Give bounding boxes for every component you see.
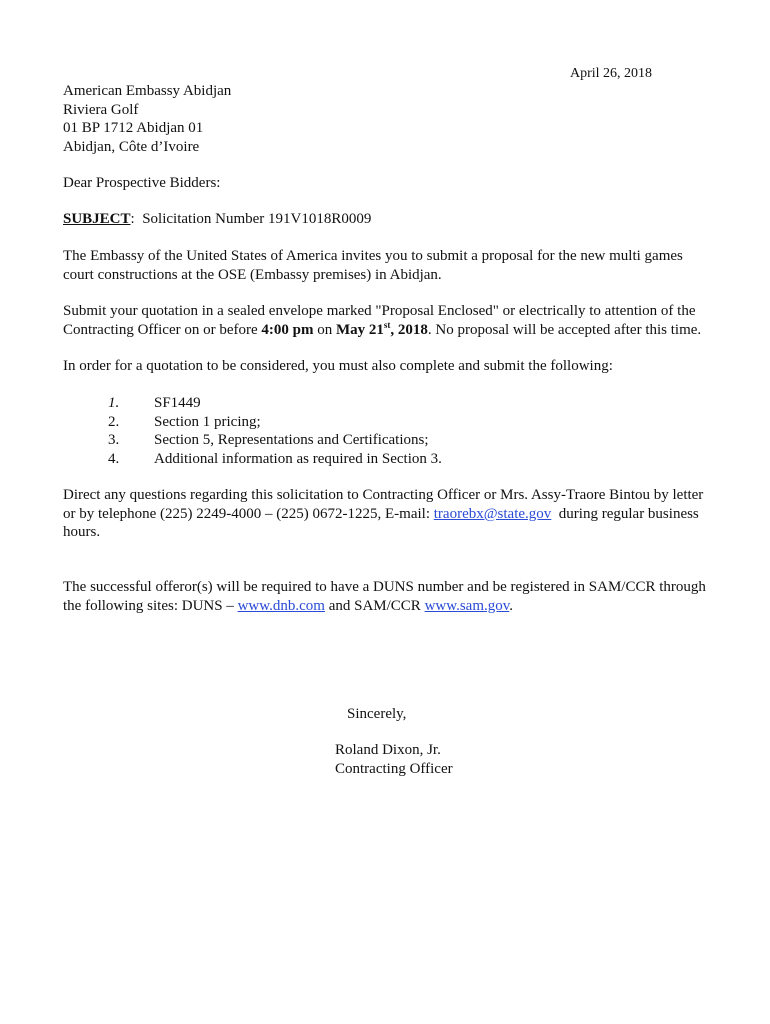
letter-date: April 26, 2018	[570, 66, 653, 81]
paragraph-invitation	[63, 247, 723, 284]
paragraph-line: In order for a quotation to be considered, you must also complete and submit the following:	[63, 358, 613, 374]
paragraph-line: hours.	[63, 524, 101, 540]
salutation	[63, 174, 723, 193]
subject-line	[63, 210, 723, 229]
paragraph-line: the following sites: DUNS – www.dnb.com and SAM/CCR www.sam.gov.	[63, 597, 514, 614]
paragraph-line: The successful offeror(s) will be required to have a DUNS number and be registered in SAM/CCR through	[63, 579, 706, 595]
subject-label: SUBJECT	[63, 211, 131, 227]
list-item	[108, 431, 668, 450]
recipient-address	[63, 82, 723, 156]
paragraph-line	[63, 321, 723, 340]
deadline-on: on	[313, 321, 336, 338]
list-item	[108, 413, 668, 432]
deadline-prefix: Contracting Officer on or before	[63, 321, 262, 338]
deadline-suffix: . No proposal will be accepted after this time.	[427, 321, 702, 338]
address-line-4: Abidjan, Côte d’Ivoire	[63, 138, 200, 155]
address-line-1: American Embassy Abidjan	[63, 83, 232, 99]
paragraph-line: court constructions at the OSE (Embassy premises) in Abidjan.	[63, 266, 442, 283]
paragraph-requirements	[63, 357, 723, 376]
paragraph-contact	[63, 486, 723, 542]
paragraph-submission	[63, 302, 723, 339]
subject-text: Solicitation Number 191V1018R0009	[142, 211, 372, 227]
duns-link[interactable]: www.dnb.com	[237, 597, 325, 614]
email-link[interactable]: traorebx@state.gov	[433, 505, 552, 522]
list-item-number: 2.	[108, 413, 120, 430]
requirements-list	[108, 394, 668, 468]
signature-name: Roland Dixon, Jr.	[335, 742, 441, 758]
list-item-number: 3.	[108, 432, 120, 448]
list-item-text: Section 5, Representations and Certifications;	[154, 432, 429, 448]
list-item-text: Section 1 pricing;	[154, 413, 261, 430]
signature-block	[335, 741, 453, 778]
signature-title: Contracting Officer	[335, 760, 453, 777]
sam-link[interactable]: www.sam.gov	[424, 597, 510, 614]
list-item-number: 1.	[108, 395, 120, 411]
address-line-2: Riviera Golf	[63, 101, 139, 118]
closing: Sincerely,	[347, 706, 407, 722]
subject-colon: :	[130, 211, 135, 227]
paragraph-registration	[63, 578, 723, 615]
list-item	[108, 394, 668, 413]
list-item	[108, 450, 668, 469]
paragraph-line: Direct any questions regarding this solicitation to Contracting Officer or Mrs. Assy-Traore Bintou by letter	[63, 487, 704, 503]
deadline-date: May 21st, 2018	[336, 319, 428, 338]
salutation-text: Dear Prospective Bidders:	[63, 175, 221, 191]
list-item-text: SF1449	[154, 395, 201, 411]
deadline-time: 4:00 pm	[261, 321, 314, 338]
list-item-text: Additional information as required in Section 3.	[154, 450, 442, 467]
paragraph-line: Submit your quotation in a sealed envelope marked "Proposal Enclosed" or electrically to attention of the	[63, 303, 696, 319]
paragraph-line: The Embassy of the United States of America invites you to submit a proposal for the new multi games	[63, 248, 683, 264]
paragraph-line: or by telephone (225) 2249-4000 – (225) 0672-1225, E-mail: traorebx@state.gov during regular business	[63, 505, 699, 522]
list-item-number: 4.	[108, 450, 120, 467]
address-line-3: 01 BP 1712 Abidjan 01	[63, 120, 204, 136]
